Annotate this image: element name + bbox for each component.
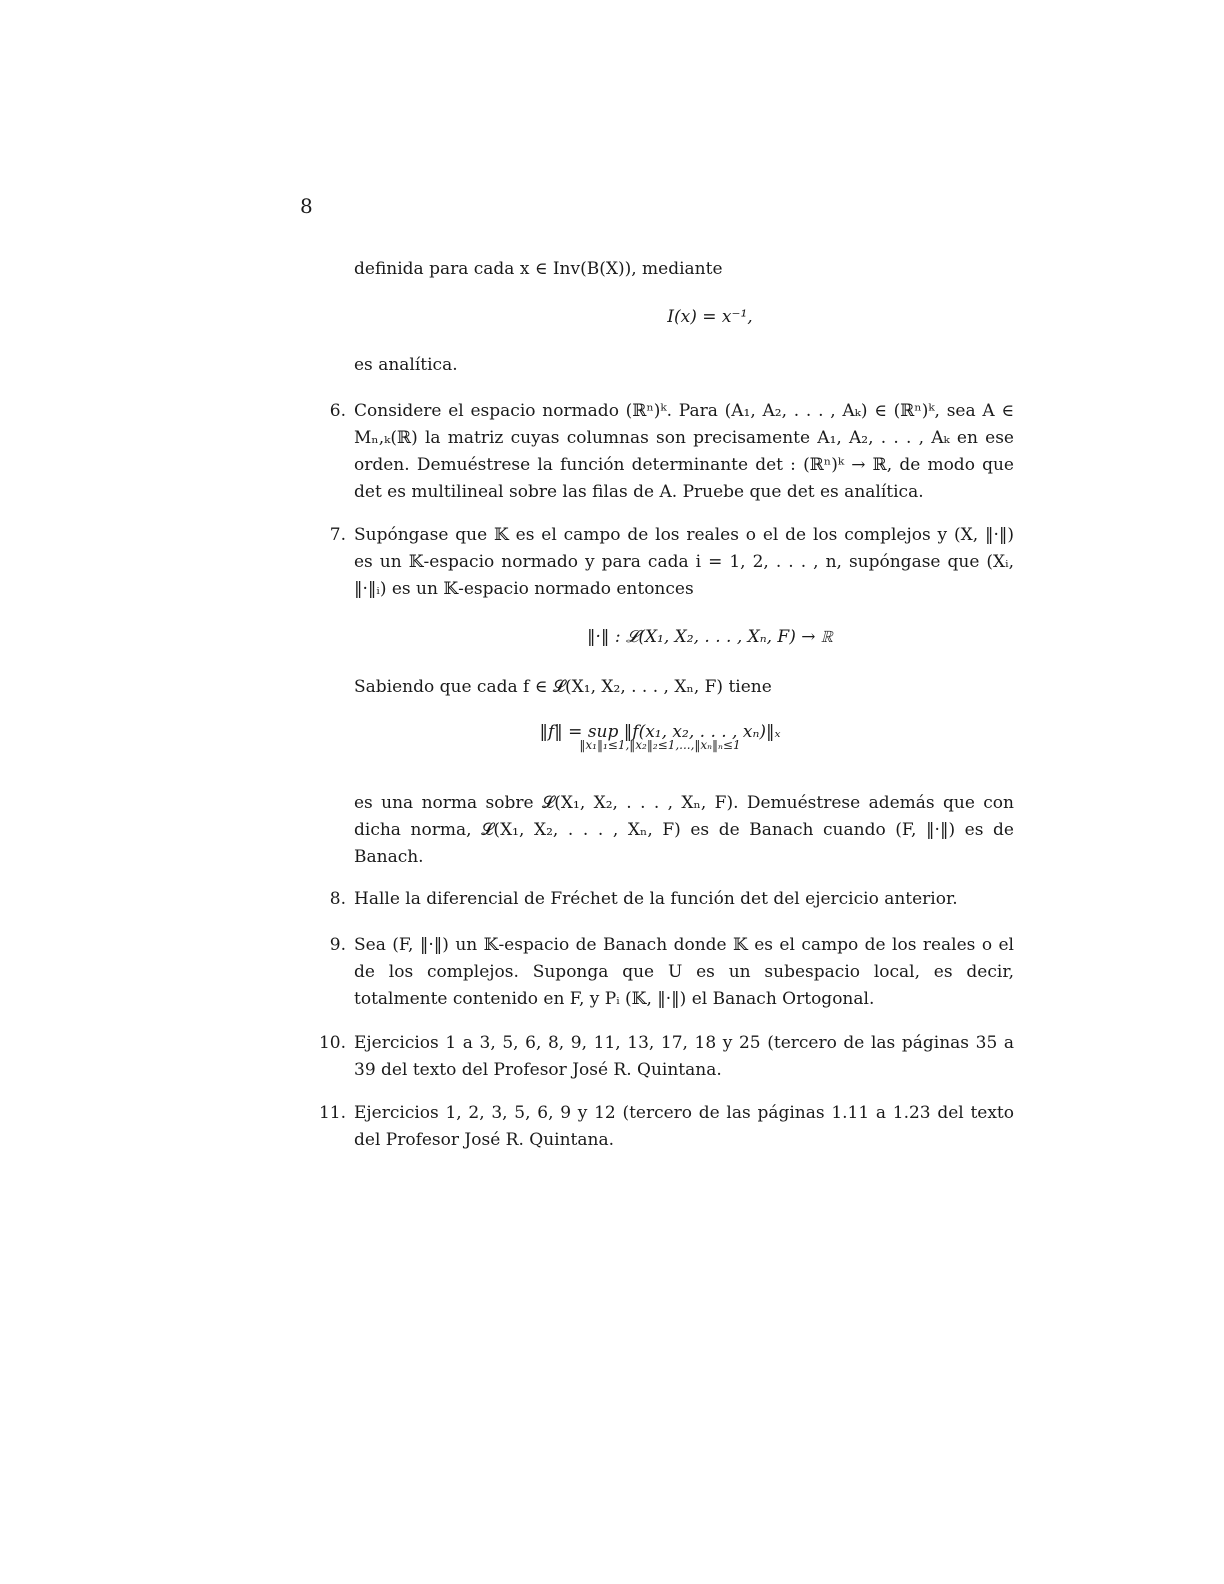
exercise-7 (300, 522, 1014, 603)
exercise-text: Halle la diferencial de Fréchet de la función det del ejercicio anterior. (354, 889, 958, 909)
exercise-text: Supóngase que 𝕂 es el campo de los reales o el de los complejos y (X, ‖·‖) es un 𝕂-espacio normado y para cada i = 1, 2, . . . , n, supóngase que (Xᵢ, ‖·‖ᵢ) es un 𝕂-espacio normado entonces (354, 525, 1014, 599)
exercise-number: 7. (329, 525, 346, 545)
exercise-text: Ejercicios 1, 2, 3, 5, 6, 9 y 12 (tercero de las páginas 1.11 a 1.23 del texto del Profesor José R. Quintana. (354, 1103, 1014, 1150)
ex7-formula-2-sub: ‖x₁‖₁≤1,‖x₂‖₂≤1,...,‖xₙ‖ₙ≤1 (579, 738, 741, 752)
intro-formula: I(x) = x⁻¹, (667, 307, 753, 327)
exercise-text: Considere el espacio normado (ℝⁿ)ᵏ. Para (A₁, A₂, . . . , Aₖ) ∈ (ℝⁿ)ᵏ, sea A ∈ Mₙ,ₖ(ℝ) la matriz cuyas columnas son precisamente A₁, A₂, . . . , Aₖ en ese orden. Demuéstrese la función determinante det : (ℝⁿ)ᵏ → ℝ, de modo que det es multilineal sobre las filas de A. Pruebe que det es analítica. (354, 401, 1014, 502)
exercise-text: Ejercicios 1 a 3, 5, 6, 8, 9, 11, 13, 17, 18 y 25 (tercero de las páginas 35 a 39 del texto del Profesor José R. Quintana. (354, 1033, 1014, 1080)
exercise-9 (300, 932, 1014, 1013)
exercise-10 (300, 1030, 1014, 1084)
ex7-middle: Sabiendo que cada f ∈ 𝓛(X₁, X₂, . . . , Xₙ, F) tiene (354, 677, 772, 697)
ex7-formula-2-main: ‖f‖ = sup ‖f(x₁, x₂, . . . , xₙ)‖ₓ (539, 722, 781, 742)
exercise-6 (300, 398, 1014, 506)
exercise-number: 8. (329, 889, 346, 909)
ex7-formula-1: ‖·‖ : 𝓛(X₁, X₂, . . . , Xₙ, F) → ℝ (587, 627, 833, 647)
exercise-number: 11. (318, 1103, 346, 1123)
exercise-8 (300, 886, 1014, 913)
exercise-number: 9. (329, 935, 346, 955)
page-number: 8 (300, 194, 313, 218)
ex7-formula-2 (330, 722, 990, 752)
exercise-11 (300, 1100, 1014, 1154)
exercise-text: Sea (F, ‖·‖) un 𝕂-espacio de Banach donde 𝕂 es el campo de los reales o el de los complejos. Suponga que U es un subespacio local, es decir, totalmente contenido en F, y Pᵢ (𝕂, ‖·‖) el Banach Ortogonal. (354, 935, 1014, 1009)
intro-after: es analítica. (354, 355, 458, 375)
exercise-number: 6. (329, 401, 346, 421)
ex7-after: es una norma sobre 𝓛(X₁, X₂, . . . , Xₙ, F). Demuéstrese además que con dicha norma, 𝓛(X₁, X₂, . . . , Xₙ, F) es de Banach cuando (F, ‖·‖) es de Banach. (354, 793, 1014, 867)
exercise-number: 10. (318, 1033, 346, 1053)
intro-line: definida para cada x ∈ Inv(B(X)), mediante (354, 259, 723, 279)
